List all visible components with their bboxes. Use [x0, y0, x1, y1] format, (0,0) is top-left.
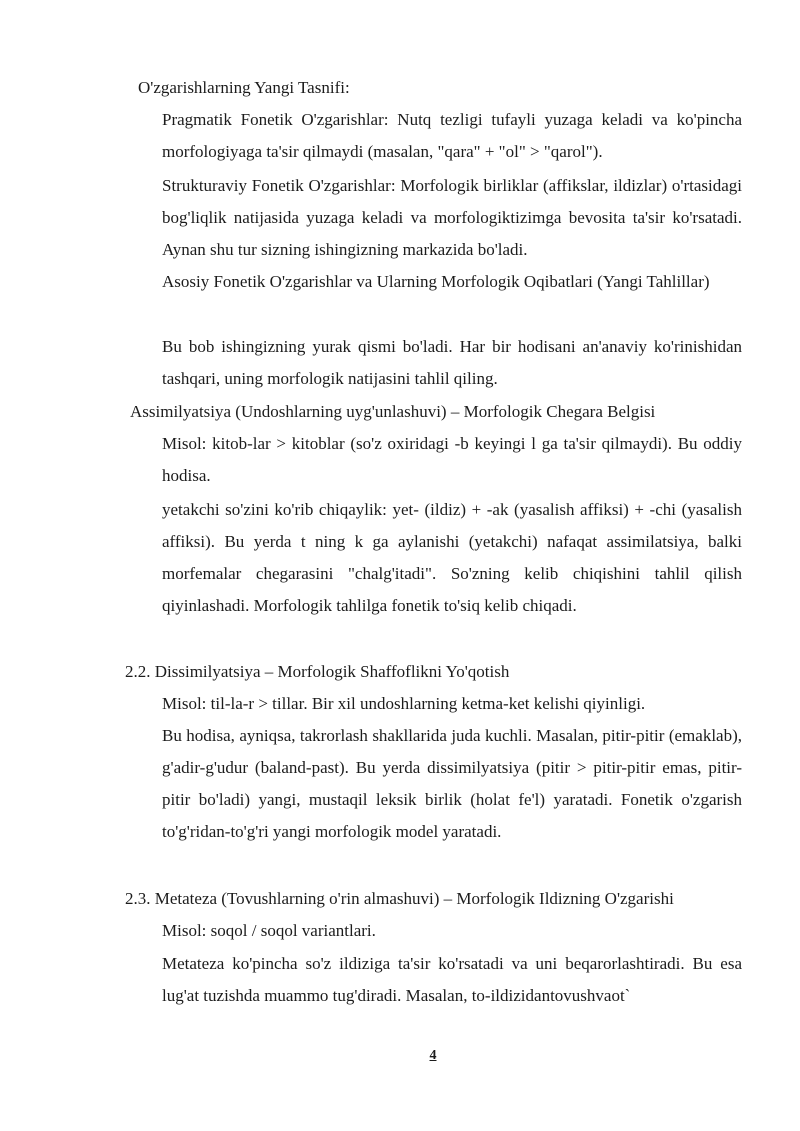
item-pragmatic-label: Pragmatik Fonetik O'zgarishlar: [162, 110, 389, 129]
item-structural-text: Morfologik birliklar (affikslar, ildizlar) o'rtasidagi bog'liqlik natijasida yuzaga keladi va morfologiktizimga bevosita ta'sir ko'rsatadi. Aynan shu tur sizning ishingizning markazida bo'ladi. [162, 176, 742, 259]
item-chapter-note-text: Bu bob ishingizning yurak qismi bo'ladi. Har bir hodisani an'anaviy ko'rinishidan tashqari, uning morfologik natijasini tahlil qiling. [162, 337, 742, 388]
dissimilation-example: Misol: til-la-r > tillar. Bir xil undoshlarning ketma-ket kelishi qiyinligi. [162, 694, 646, 713]
item-main-changes-text: Asosiy Fonetik O'zgarishlar va Ularning Morfologik Oqibatlari (Yangi Tahlillar) [162, 272, 710, 291]
item-pragmatic-text: Nutq tezligi tufayli yuzaga keladi va ko'pincha morfologiyaga ta'sir qilmaydi (masalan, "qara" + "ol" > "qarol"). [162, 110, 743, 161]
assimilation-analysis: yetakchi so'zini ko'rib chiqaylik: yet- (ildiz) + -ak (yasalish affiksi) + -chi (yasalish affiksi). Bu yerda t ning k ga aylanishi (yetakchi) nafaqat assimilatsiya, balki morfemalar chegarasini "chalg'itadi". So'zning kelib chiqishini tahlil qilish qiyinlashadi. Morfologik tahlilga fonetik to'siq kelib chiqadi. [162, 500, 742, 615]
page-number: 4 [429, 1048, 437, 1063]
dissimilation-heading: 2.2. Dissimilyatsiya – Morfologik Shaffoflikni Yo'qotish [125, 662, 510, 681]
metathesis-heading: 2.3. Metateza (Tovushlarning o'rin almashuvi) – Morfologik Ildizning O'zgarishi [125, 889, 674, 908]
item-pragmatic [162, 104, 742, 168]
item-structural [162, 170, 742, 266]
item-main-changes [162, 266, 742, 330]
metathesis-example: Misol: soqol / soqol variantlari. [162, 921, 376, 940]
dissimilation-analysis: Bu hodisa, ayniqsa, takrorlash shakllarida juda kuchli. Masalan, pitir-pitir (emaklab), g'adir-g'udur (baland-past). Bu yerda dissimilyatsiya (pitir > pitir-pitir emas, pitir-pitir bo'ladi) yangi, mustaqil leksik birlik (holat fe'l) yaratadi. Fonetik o'zgarish to'g'ridan-to'g'ri yangi morfologik model yaratadi. [162, 726, 742, 841]
item-structural-label: Strukturaviy Fonetik O'zgarishlar: [162, 176, 396, 195]
metathesis-analysis: Metateza ko'pincha so'z ildiziga ta'sir ko'rsatadi va uni beqarorlashtiradi. Bu esa lug'at tuzishda muammo tug'diradi. Masalan, to-ildizidantovushvaot` [162, 954, 742, 1005]
item-chapter-note [162, 331, 742, 395]
assimilation-example: Misol: kitob-lar > kitoblar (so'z oxiridagi -b keyingi l ga ta'sir qilmaydi). Bu oddiy hodisa. [162, 434, 742, 485]
assimilation-heading: Assimilyatsiya (Undoshlarning uyg'unlashuvi) – Morfologik Chegara Belgisi [130, 402, 656, 421]
section-title: O'zgarishlarning Yangi Tasnifi: [138, 78, 350, 97]
